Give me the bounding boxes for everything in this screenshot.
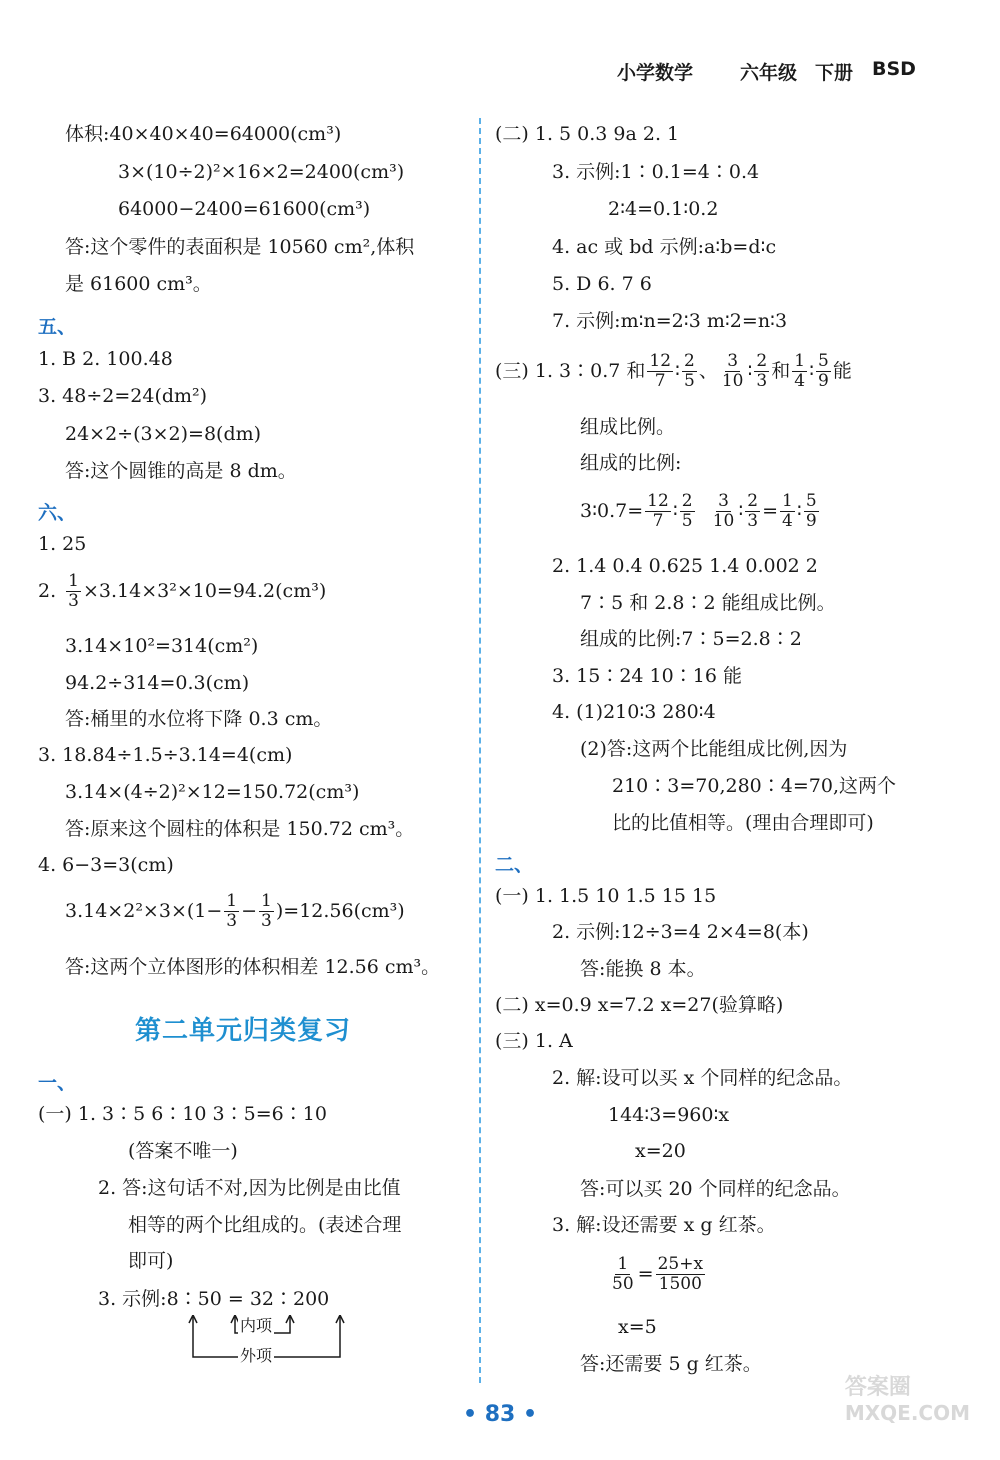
answer-line: (三) 1. A xyxy=(495,1030,573,1052)
answer-line: 相等的两个比组成的。(表述合理 xyxy=(128,1214,402,1236)
answer-line: 4. (1)210∶3 280∶4 xyxy=(552,701,716,723)
numerator: 3 xyxy=(727,351,739,371)
denominator: 4 xyxy=(794,370,806,391)
answer-line: 2∶4=0.1∶0.2 xyxy=(608,198,719,220)
denominator: 1500 xyxy=(658,1273,702,1294)
unit-title: 第二单元归类复习 xyxy=(135,1016,352,1046)
expression: 能 xyxy=(832,359,852,382)
numerator: 12 xyxy=(647,491,669,511)
expression: )=12.56(cm³) xyxy=(275,899,405,922)
item-number: 2. xyxy=(38,579,57,602)
answer-line: 5. D 6. 7 6 xyxy=(552,273,652,295)
denominator: 50 xyxy=(612,1273,634,1294)
numerator: 2 xyxy=(747,491,759,511)
numerator: 1 xyxy=(794,351,806,371)
fraction xyxy=(745,492,760,530)
denominator: 7 xyxy=(652,510,664,531)
section-heading: 二、 xyxy=(495,854,534,876)
fraction xyxy=(680,492,695,530)
answer-line: (一) 1. 1.5 10 1.5 15 15 xyxy=(495,885,717,907)
answer-line: 24×2÷(3×2)=8(dm) xyxy=(65,423,262,445)
answer-line: 1. 25 xyxy=(38,533,87,555)
answer-line: 2. 解:设可以买 x 个同样的纪念品。 xyxy=(552,1067,853,1089)
answer-line: 2. 答:这句话不对,因为比例是由比值 xyxy=(98,1177,401,1199)
section-heading: 六、 xyxy=(38,502,77,524)
numerator: 2 xyxy=(683,351,695,371)
answer-line: 64000−2400=61600(cm³) xyxy=(118,198,371,220)
numerator: 12 xyxy=(649,351,672,371)
page-number: • 83 • xyxy=(462,1402,538,1427)
minus-sign: − xyxy=(241,899,258,922)
answer-line: (一) 1. 3∶5 6∶10 3∶5=6∶10 xyxy=(38,1103,327,1125)
answer-line: 4. 6−3=3(cm) xyxy=(38,854,174,876)
inner-terms-label: 内项 xyxy=(240,1316,273,1335)
answer-line: 答:原来这个圆柱的体积是 150.72 cm³。 xyxy=(65,818,415,840)
answer-line: 答:可以买 20 个同样的纪念品。 xyxy=(580,1178,851,1200)
answer-line: 答:桶里的水位将下降 0.3 cm。 xyxy=(65,708,333,730)
fraction xyxy=(647,352,673,390)
numerator: 3 xyxy=(718,491,729,511)
answer-line: 答:还需要 5 g 红茶。 xyxy=(580,1353,762,1375)
outer-terms-label: 外项 xyxy=(240,1346,273,1365)
answer-line: (答案不唯一) xyxy=(128,1140,238,1162)
numerator: 2 xyxy=(756,351,768,371)
numerator: 1 xyxy=(68,571,79,591)
answer-line: 3.14×10²=314(cm²) xyxy=(65,635,259,657)
numerator: 5 xyxy=(818,351,829,371)
expression: 3∶0.7= xyxy=(580,499,644,522)
answer-line: 1. B 2. 100.48 xyxy=(38,348,173,370)
expression: 3.14×2²×3×(1− xyxy=(65,899,223,922)
fraction xyxy=(645,492,671,530)
watermark-logo: 答案圈 MXQE.COM xyxy=(844,1375,970,1425)
answer-line: 210∶3=70,280∶4=70,这两个 xyxy=(612,775,896,797)
numerator: 1 xyxy=(617,1254,629,1274)
answer-line: 3. 示例:1∶0.1=4∶0.4 xyxy=(552,161,760,183)
answer-line xyxy=(608,1255,707,1293)
denominator: 10 xyxy=(721,370,744,391)
denominator: 10 xyxy=(712,510,735,531)
numerator: 1 xyxy=(226,891,238,911)
answer-line: x=5 xyxy=(618,1316,657,1338)
header-volume: 下册 xyxy=(815,62,854,84)
fraction xyxy=(682,352,697,390)
answer-line: 3. 示例:8∶50 = 32∶200 xyxy=(98,1288,330,1310)
denominator: 3 xyxy=(226,910,238,931)
answer-line: 答:这个圆锥的高是 8 dm。 xyxy=(65,460,297,482)
separator: 、 xyxy=(698,359,718,382)
denominator: 7 xyxy=(654,370,666,391)
answer-line: (三) 1. 3∶0.7 和 $\frac{12}{7}$ ∶ $\frac{2}{5}$ 、 $\frac{3}{10}$ ∶ $\frac{2}{3}$ 和 $\frac{1}{4}$ ∶ $\frac{5}{9}$ 能 xyxy=(495,351,852,391)
fraction xyxy=(711,492,737,530)
answer-line: (二) 1. 5 0.3 9a 2. 1 xyxy=(495,123,680,145)
answer-line: 组成的比例:7∶5=2.8∶2 xyxy=(580,628,802,650)
answer-line: 3×(10÷2)²×16×2=2400(cm³) xyxy=(118,161,405,183)
answer-line: 2. 示例:12÷3=4 2×4=8(本) xyxy=(552,921,809,943)
answer-line: 3∶0.7= $\frac{12}{7}$ ∶ $\frac{2}{5}$ $\frac{3}{10}$ ∶ $\frac{2}{3}$ = $\frac{1}{4}$ ∶ $\frac{5}{9}$ xyxy=(580,491,817,531)
denominator: 3 xyxy=(756,370,768,391)
fraction xyxy=(754,352,769,390)
denominator: 9 xyxy=(818,370,829,391)
answer-line: (二) x=0.9 x=7.2 x=27(验算略) xyxy=(495,994,784,1016)
answer-line: 94.2÷314=0.3(cm) xyxy=(65,672,250,694)
fraction xyxy=(656,1255,705,1293)
answer-line: 144∶3=960∶x xyxy=(608,1104,730,1126)
fraction xyxy=(780,492,795,530)
numerator: 2 xyxy=(681,491,693,511)
answer-line: 3. 解:设还需要 x g 红茶。 xyxy=(552,1214,776,1236)
fraction xyxy=(792,352,807,390)
numerator: 1 xyxy=(782,491,793,511)
expression: ×3.14×3²×10=94.2(cm³) xyxy=(82,579,327,602)
denominator: 9 xyxy=(805,510,817,531)
answer-line: 答:能换 8 本。 xyxy=(580,958,706,980)
denominator: 3 xyxy=(261,910,272,931)
answer-line: 7∶5 和 2.8∶2 能组成比例。 xyxy=(580,592,836,614)
fraction xyxy=(610,1255,636,1293)
answer-line: 3. 15∶24 10∶16 能 xyxy=(552,665,742,687)
denominator: 3 xyxy=(68,590,79,611)
answer-line: 7. 示例:m∶n=2∶3 m∶2=n∶3 xyxy=(552,310,788,332)
fraction xyxy=(804,492,819,530)
answer-line: (2)答:这两个比能组成比例,因为 xyxy=(580,738,848,760)
answer-line: 3.14×(4÷2)²×12=150.72(cm³) xyxy=(65,781,360,803)
header-subject: 小学数学 xyxy=(617,62,694,84)
answer-line: 3. 18.84÷1.5÷3.14=4(cm) xyxy=(38,744,293,766)
answer-line: 组成的比例: xyxy=(580,452,682,474)
denominator: 5 xyxy=(681,510,693,531)
denominator: 5 xyxy=(683,370,695,391)
denominator: 4 xyxy=(782,510,793,531)
answer-line: 答:这个零件的表面积是 10560 cm²,体积 xyxy=(65,236,415,258)
header-edition: BSD xyxy=(872,58,916,80)
header-grade: 六年级 xyxy=(740,62,798,84)
numerator: 25+x xyxy=(657,1254,704,1274)
numerator: 1 xyxy=(261,891,272,911)
numerator: 5 xyxy=(805,491,817,511)
answer-line: 即可) xyxy=(128,1250,174,1272)
answer-line: 体积:40×40×40=64000(cm³) xyxy=(65,123,342,145)
section-heading: 五、 xyxy=(38,316,77,338)
section-heading: 一、 xyxy=(38,1072,77,1094)
fraction xyxy=(720,352,746,390)
expression: (三) 1. 3∶0.7 和 xyxy=(495,359,646,382)
answer-line: 3. 48÷2=24(dm²) xyxy=(38,385,208,407)
fraction xyxy=(816,352,831,390)
answer-line: 2. 1.4 0.4 0.625 1.4 0.002 2 xyxy=(552,555,818,577)
equals-sign: = xyxy=(637,1262,654,1285)
answer-line: 比的比值相等。(理由合理即可) xyxy=(612,812,874,834)
denominator: 3 xyxy=(747,510,759,531)
separator: 和 xyxy=(771,359,791,382)
answer-line: 是 61600 cm³。 xyxy=(65,273,212,295)
answer-line: 组成比例。 xyxy=(580,416,676,438)
answer-line: 4. ac 或 bd 示例:a∶b=d∶c xyxy=(552,236,777,258)
answer-line: x=20 xyxy=(635,1140,686,1162)
answer-line: 答:这两个立体图形的体积相差 12.56 cm³。 xyxy=(65,956,441,978)
